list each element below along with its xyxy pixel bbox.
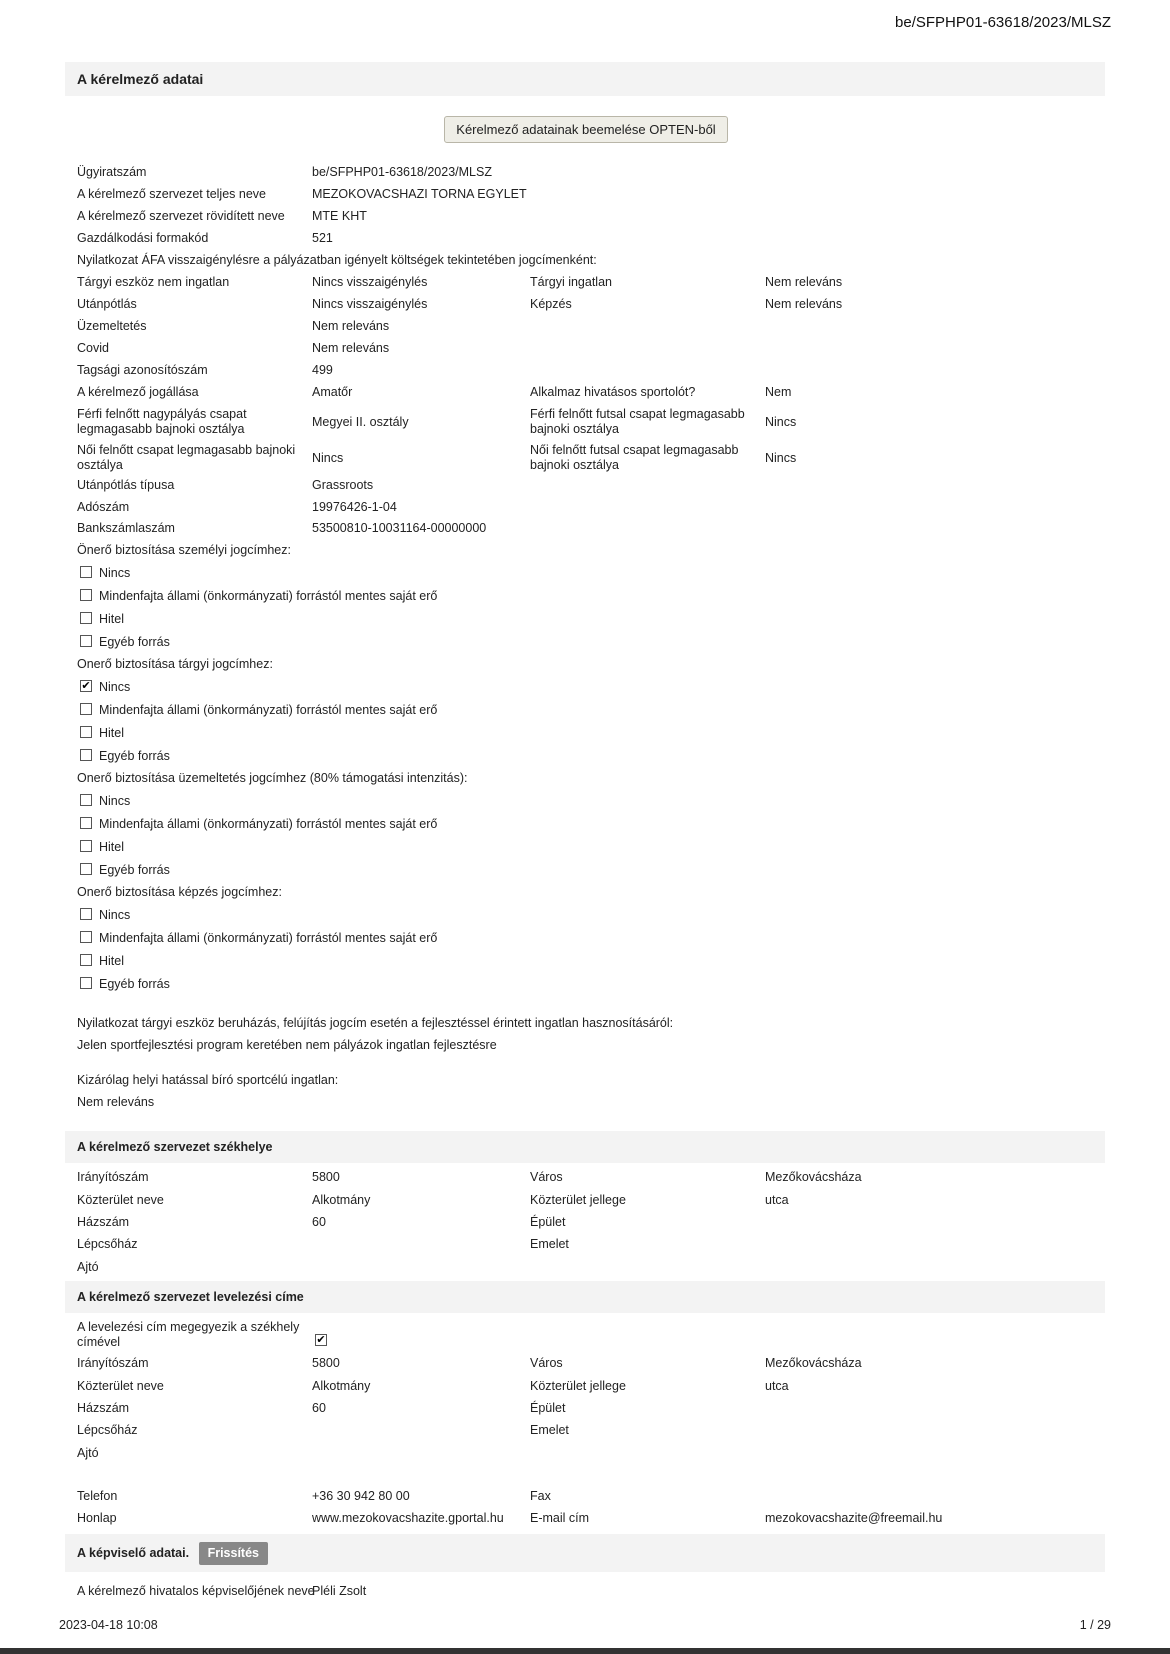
vat-value: Nincs visszaigénylés <box>312 297 428 311</box>
checkbox-option[interactable] <box>80 608 124 630</box>
case-number-row <box>77 161 1097 183</box>
case-number-value: be/SFPHP01-63618/2023/MLSZ <box>312 165 492 179</box>
local-property-value: Nem releváns <box>77 1095 155 1109</box>
zip-value: 5800 <box>312 1170 340 1184</box>
men-futsal-label: Férfi felnőtt futsal csapat legmagasabb bajnoki osztálya <box>530 407 745 436</box>
checkbox-label: Nincs <box>99 566 131 580</box>
checkbox-label: Egyéb forrás <box>99 635 170 649</box>
men-league-value: Megyei II. osztály <box>312 415 409 429</box>
address-row <box>77 1397 1097 1419</box>
vat-label: Tárgyi ingatlan <box>530 275 612 289</box>
econ-code-value: 521 <box>312 231 333 245</box>
address-row <box>77 1352 1097 1374</box>
email-label: E-mail cím <box>530 1511 590 1525</box>
address-row <box>77 1166 1097 1188</box>
checkbox-label: Nincs <box>99 680 131 694</box>
vat-value: Nem releváns <box>312 341 390 355</box>
address-row <box>77 1419 1097 1441</box>
checkbox[interactable] <box>80 635 92 647</box>
fax-label: Fax <box>530 1489 551 1503</box>
checkbox[interactable] <box>80 566 92 578</box>
checkbox[interactable] <box>80 589 92 601</box>
zip-label: Irányítószám <box>77 1170 149 1184</box>
vat-value: Nem releváns <box>765 275 843 289</box>
checkbox[interactable] <box>80 817 92 829</box>
zip-label: Irányítószám <box>77 1356 149 1370</box>
youth-type-row <box>77 474 1097 496</box>
document-reference: be/SFPHP01-63618/2023/MLSZ <box>895 14 1111 31</box>
house-value: 60 <box>312 1215 326 1229</box>
econ-code-label: Gazdálkodási formakód <box>77 231 209 245</box>
stair-label: Lépcsőház <box>77 1237 138 1251</box>
email-value: mezokovacshazite@freemail.hu <box>765 1511 943 1525</box>
opten-import-button[interactable]: Kérelmező adatainak beemelése OPTEN-ből <box>444 116 728 143</box>
address-row <box>77 1256 1097 1278</box>
checkbox-option[interactable] <box>80 859 170 881</box>
vat-label: Covid <box>77 341 109 355</box>
vat-row <box>77 337 1097 359</box>
address-row <box>77 1442 1097 1464</box>
vat-value: Nem releváns <box>765 297 843 311</box>
women-futsal-label: Női felnőtt futsal csapat legmagasabb bajnoki osztálya <box>530 443 739 472</box>
checkbox-label: Mindenfajta állami (önkormányzati) forrástól mentes saját erő <box>99 589 438 603</box>
phone-label: Telefon <box>77 1489 118 1503</box>
same-address-row <box>77 1317 1097 1357</box>
checkbox[interactable] <box>80 726 92 738</box>
representative-row <box>77 1580 1097 1602</box>
utilization-statement-label: Nyilatkozat tárgyi eszköz beruházás, felújítás jogcím esetén a fejlesztéssel érintett ingatlan hasznosításáról: <box>77 1016 674 1030</box>
case-number-label: Ügyiratszám <box>77 165 147 179</box>
city-label: Város <box>530 1170 563 1184</box>
checkbox-checked[interactable]: ✔ <box>81 679 91 692</box>
short-name-row <box>77 205 1097 227</box>
checkbox-label: Egyéb forrás <box>99 863 170 877</box>
building-label: Épület <box>530 1401 566 1415</box>
vat-statement: Nyilatkozat ÁFA visszaigénylésre a pályázatban igényelt költségek tekintetében jogcímenként: <box>77 253 597 267</box>
house-label: Házszám <box>77 1401 130 1415</box>
street-label: Közterület neve <box>77 1193 164 1207</box>
contact-row <box>77 1507 1097 1529</box>
city-label: Város <box>530 1356 563 1370</box>
address-row <box>77 1233 1097 1255</box>
address-row <box>77 1189 1097 1211</box>
checkbox[interactable] <box>80 840 92 852</box>
checkbox-option[interactable] <box>80 745 170 767</box>
checkbox-option[interactable] <box>80 904 130 926</box>
door-label: Ajtó <box>77 1446 99 1460</box>
tax-number-value: 19976426-1-04 <box>312 500 397 514</box>
full-name-row <box>77 183 1097 205</box>
own-funds-material-title: Onerő biztosítása tárgyi jogcímhez: <box>77 657 273 671</box>
vat-label: Tárgyi eszköz nem ingatlan <box>77 275 230 289</box>
checkbox[interactable] <box>80 612 92 624</box>
checkbox-option[interactable] <box>80 950 124 972</box>
checkbox-option[interactable] <box>80 676 130 698</box>
youth-type-value: Grassroots <box>312 478 374 492</box>
checkbox[interactable] <box>80 794 92 806</box>
checkbox[interactable] <box>80 954 92 966</box>
checkbox-label: Mindenfajta állami (önkormányzati) forrástól mentes saját erő <box>99 703 438 717</box>
member-id-row <box>77 359 1097 381</box>
floor-label: Emelet <box>530 1423 569 1437</box>
short-name-label: A kérelmező szervezet rövidített neve <box>77 209 285 223</box>
checkbox-option[interactable] <box>80 585 437 607</box>
bank-account-row <box>77 517 1097 539</box>
website-value: www.mezokovacshazite.gportal.hu <box>312 1511 504 1525</box>
address-row <box>77 1211 1097 1233</box>
representative-section-title: A képviselő adatai. <box>77 1546 190 1560</box>
checkbox-option[interactable] <box>80 836 124 858</box>
checkbox-label: Mindenfajta állami (önkormányzati) forrástól mentes saját erő <box>99 817 438 831</box>
address-row <box>77 1375 1097 1397</box>
same-address-checkbox[interactable]: ✔ <box>316 1333 326 1346</box>
women-league-value: Nincs <box>312 451 344 465</box>
vat-row <box>77 271 1097 293</box>
house-value: 60 <box>312 1401 326 1415</box>
checkbox[interactable] <box>80 931 92 943</box>
checkbox-option[interactable] <box>80 927 437 949</box>
refresh-button[interactable]: Frissítés <box>199 1542 268 1565</box>
street-type-label: Közterület jellege <box>530 1193 626 1207</box>
section-applicant-data: A kérelmező adatai <box>65 62 1105 96</box>
website-label: Honlap <box>77 1511 117 1525</box>
pro-athlete-label: Alkalmaz hivatásos sportolót? <box>530 385 696 399</box>
checkbox[interactable] <box>80 908 92 920</box>
own-funds-operation-title: Onerő biztosítása üzemeltetés jogcímhez (80% támogatási intenzitás): <box>77 771 468 785</box>
same-address-label: A levelezési cím megegyezik a székhely címével <box>77 1320 300 1349</box>
representative-name-value: Pléli Zsolt <box>312 1584 367 1598</box>
contact-row <box>77 1485 1097 1507</box>
own-funds-training-title: Onerő biztosítása képzés jogcímhez: <box>77 885 282 899</box>
men-league-label: Férfi felnőtt nagypályás csapat legmagasabb bajnoki osztálya <box>77 407 247 436</box>
checkbox-label: Egyéb forrás <box>99 749 170 763</box>
vat-label: Utánpótlás <box>77 297 137 311</box>
checkbox-label: Mindenfajta állami (önkormányzati) forrástól mentes saját erő <box>99 931 438 945</box>
pro-athlete-value: Nem <box>765 385 792 399</box>
econ-code-row <box>77 227 1097 249</box>
building-label: Épület <box>530 1215 566 1229</box>
checkbox-option[interactable] <box>80 562 130 584</box>
house-label: Házszám <box>77 1215 130 1229</box>
checkbox-label: Nincs <box>99 794 131 808</box>
street-type-value: utca <box>765 1193 789 1207</box>
vat-label: Képzés <box>530 297 572 311</box>
checkbox[interactable] <box>80 863 92 875</box>
street-type-label: Közterület jellege <box>530 1379 626 1393</box>
checkbox[interactable] <box>80 977 92 989</box>
checkbox-label: Hitel <box>99 612 125 626</box>
street-value: Alkotmány <box>312 1193 371 1207</box>
legal-status-label: A kérelmező jogállása <box>77 385 199 399</box>
checkbox-label: Hitel <box>99 726 125 740</box>
checkbox[interactable] <box>80 703 92 715</box>
stair-label: Lépcsőház <box>77 1423 138 1437</box>
checkbox-option[interactable] <box>80 722 124 744</box>
men-futsal-value: Nincs <box>765 415 797 429</box>
bank-account-label: Bankszámlaszám <box>77 521 175 535</box>
street-value: Alkotmány <box>312 1379 371 1393</box>
youth-type-label: Utánpótlás típusa <box>77 478 175 492</box>
bank-account-value: 53500810-10031164-00000000 <box>312 521 487 535</box>
page-number: 1 / 29 <box>1079 1618 1111 1632</box>
zip-value: 5800 <box>312 1356 340 1370</box>
vat-label: Üzemeltetés <box>77 319 147 333</box>
local-property-label: Kizárólag helyi hatással bíró sportcélú ingatlan: <box>77 1073 339 1087</box>
street-type-value: utca <box>765 1379 789 1393</box>
checkbox-option[interactable] <box>80 699 437 721</box>
women-futsal-value: Nincs <box>765 451 797 465</box>
own-funds-personal-title: Önerő biztosítása személyi jogcímhez: <box>77 543 291 557</box>
representative-name-label: A kérelmező hivatalos képviselőjének neve <box>77 1584 315 1598</box>
page-bottom-border <box>0 1648 1170 1654</box>
phone-value: +36 30 942 80 00 <box>312 1489 410 1503</box>
short-name-value: MTE KHT <box>312 209 367 223</box>
checkbox-label: Hitel <box>99 840 125 854</box>
vat-row <box>77 315 1097 337</box>
city-value: Mezőkovácsháza <box>765 1356 862 1370</box>
checkbox-label: Nincs <box>99 908 131 922</box>
checkbox-option[interactable] <box>80 973 170 995</box>
checkbox-label: Egyéb forrás <box>99 977 170 991</box>
legal-status-value: Amatőr <box>312 385 353 399</box>
city-value: Mezőkovácsháza <box>765 1170 862 1184</box>
utilization-statement-value: Jelen sportfejlesztési program keretében nem pályázok ingatlan fejlesztésre <box>77 1038 497 1052</box>
member-id-value: 499 <box>312 363 333 377</box>
checkbox-label: Hitel <box>99 954 125 968</box>
print-date: 2023-04-18 10:08 <box>59 1618 158 1632</box>
men-league-row <box>77 403 1097 443</box>
tax-number-label: Adószám <box>77 500 130 514</box>
legal-status-row <box>77 381 1097 403</box>
full-name-value: MEZOKOVACSHAZI TORNA EGYLET <box>312 187 527 201</box>
street-label: Közterület neve <box>77 1379 164 1393</box>
tax-number-row <box>77 496 1097 518</box>
door-label: Ajtó <box>77 1260 99 1274</box>
women-league-label: Női felnőtt csapat legmagasabb bajnoki osztálya <box>77 443 296 472</box>
vat-row <box>77 293 1097 315</box>
member-id-label: Tagsági azonosítószám <box>77 363 208 377</box>
vat-value: Nem releváns <box>312 319 390 333</box>
women-league-row <box>77 439 1097 479</box>
checkbox-option[interactable] <box>80 790 130 812</box>
section-representative <box>65 1534 1105 1572</box>
section-seat: A kérelmező szervezet székhelye <box>65 1131 1105 1163</box>
full-name-label: A kérelmező szervezet teljes neve <box>77 187 266 201</box>
floor-label: Emelet <box>530 1237 569 1251</box>
checkbox-option[interactable] <box>80 813 437 835</box>
section-mailing-address: A kérelmező szervezet levelezési címe <box>65 1281 1105 1313</box>
checkbox-option[interactable] <box>80 631 170 653</box>
vat-value: Nincs visszaigénylés <box>312 275 428 289</box>
checkbox[interactable] <box>80 749 92 761</box>
